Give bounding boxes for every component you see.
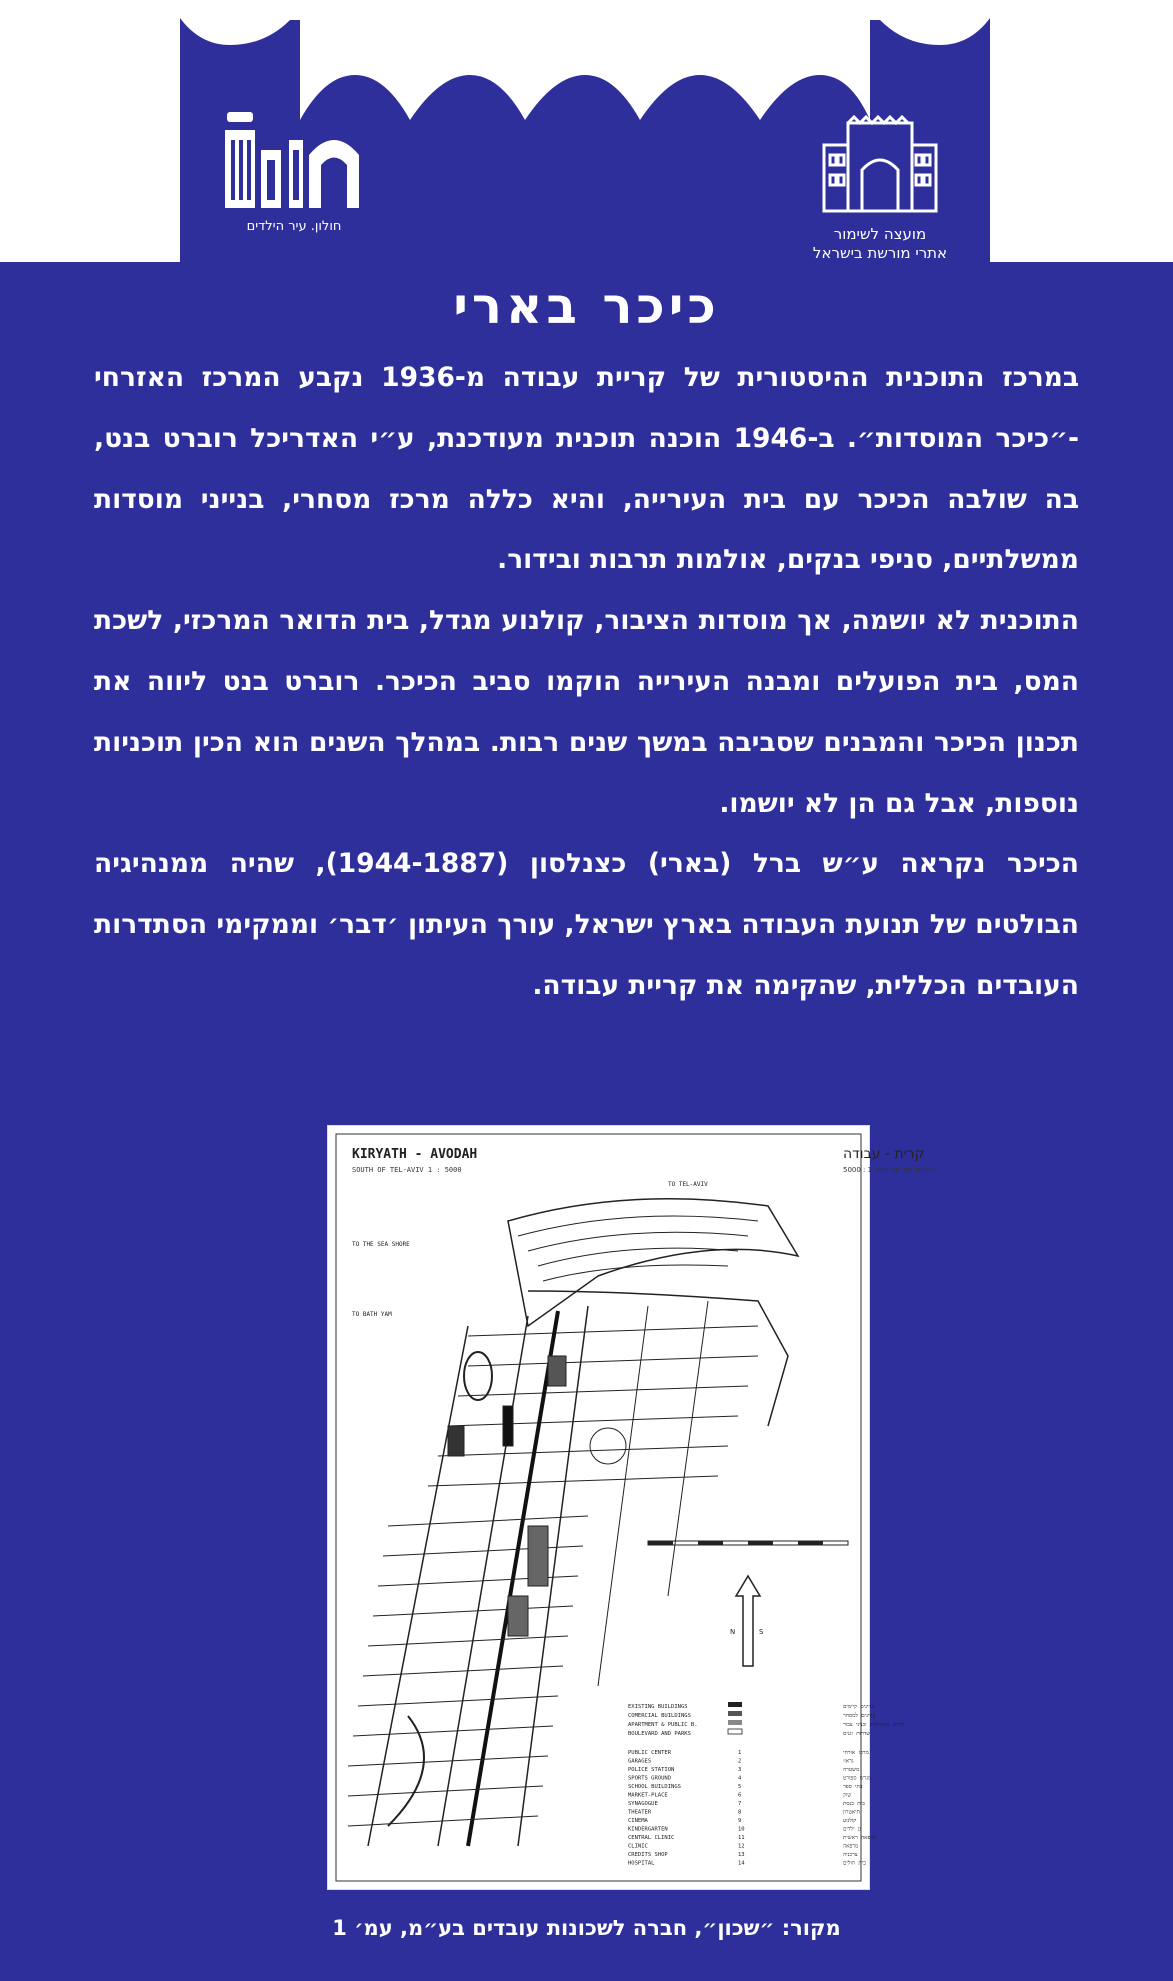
key-item-he: בתי ספר <box>843 1784 863 1790</box>
legend-item-apartment: APARTMENT & PUBLIC B. <box>628 1722 698 1728</box>
heritage-council-name-line1: מועצה לשימור <box>833 225 927 243</box>
key-item-number: 14 <box>738 1860 745 1867</box>
key-item-he: מרפאה <box>843 1843 859 1850</box>
key-item-number: 6 <box>738 1792 742 1799</box>
key-item-number: 7 <box>738 1801 742 1807</box>
source-credit: מקור: ״שכון״, חברה לשכונות עובדים בע״מ, עמ׳ 1 <box>332 1916 841 1940</box>
key-item-en: MARKET-PLACE <box>628 1792 668 1799</box>
map-label-sea-shore: TO THE SEA SHORE <box>352 1241 410 1248</box>
key-item-he: שוק <box>843 1792 852 1799</box>
key-item-en: HOSPITAL <box>628 1860 655 1867</box>
legend-item-boulevard-he: שדרות וגנים <box>843 1731 871 1737</box>
key-item-en: CLINIC <box>628 1843 648 1850</box>
paragraph-3 <box>94 834 1079 1016</box>
paragraph-2-text: התוכנית לא יושמה, אך מוסדות הציבור, קולנוע מגדל, בית הדואר המרכזי, לשכת המס, בית הפועלים ומבנה העירייה הוקמו סביב הכיכר. רוברט בנט ליווה את תכנון הכיכר והמבנים שסביבה במשך שנים רבות. במהלך השנים הוא הכין תוכניות נוספות, אבל גם הן לא יושמו. <box>94 605 1079 819</box>
key-item-he: צרכניה <box>843 1852 858 1858</box>
paragraph-3-text: הכיכר נקראה ע״ש ברל (בארי) כצנלסון (1944-1887), שהיה ממנהיגיה הבולטים של תנועת העבודה בארץ ישראל, עורך העיתון ׳דבר׳ וממקימי הסתדרות העובדים הכללית, שהקימה את קריית עבודה. <box>94 848 1080 1001</box>
map-title-he: קרית - עבודה <box>843 1146 925 1162</box>
heritage-council-logo <box>805 115 955 263</box>
legend-item-boulevard: BOULEVARD AND PARKS <box>628 1731 691 1737</box>
page-title: כיכר בארי <box>453 277 720 335</box>
key-item-number: 11 <box>738 1835 745 1841</box>
paragraph-2 <box>94 591 1079 834</box>
key-item-number: 5 <box>738 1784 742 1790</box>
key-item-he: תיאטרון <box>843 1809 860 1816</box>
map-title-en: KIRYATH - AVODAH <box>352 1147 478 1162</box>
paragraph-1-bold-term: קריית עבודה <box>502 362 667 393</box>
legend-item-commercial-he: בניינים למסחר <box>843 1713 876 1719</box>
heritage-council-name-line2: אתרי מורשת בישראל <box>812 244 948 262</box>
key-item-he: מרפאה ראשית <box>843 1835 877 1841</box>
key-item-en: GARAGES <box>628 1758 652 1765</box>
key-item-number: 3 <box>738 1767 742 1773</box>
map-label-tel-aviv: TO TEL-AVIV <box>668 1181 708 1188</box>
key-item-en: CENTRAL CLINIC <box>628 1835 675 1841</box>
key-item-en: CREDITS SHOP <box>628 1852 668 1858</box>
key-item-en: KINDERGARTEN <box>628 1826 668 1833</box>
key-item-number: 10 <box>738 1826 745 1833</box>
south-label: S <box>759 1628 764 1636</box>
key-item-he: מגרש ספורט <box>843 1775 872 1782</box>
key-item-en: POLICE STATION <box>628 1767 675 1773</box>
legend-item-commercial: COMERCIAL BUILDINGS <box>628 1713 691 1719</box>
key-item-number: 1 <box>738 1750 742 1756</box>
key-item-en: THEATER <box>628 1809 652 1816</box>
plan-drawing <box>328 1126 937 1889</box>
legend-item-existing-he: בניינים קיימים <box>843 1704 875 1710</box>
legend-item-apartment-he: בתים משותפים ובניני צבור <box>843 1722 904 1728</box>
key-item-number: 2 <box>738 1758 742 1765</box>
key-item-he: משטרה <box>843 1767 860 1773</box>
key-item-number: 8 <box>738 1809 742 1816</box>
map-subtitle-he: בדרומה של תל-אביב 1 : 5000 <box>843 1166 937 1174</box>
building-icon <box>820 115 940 215</box>
paragraph-1 <box>94 348 1079 591</box>
key-item-he: קולנוע <box>843 1818 857 1824</box>
key-item-en: PUBLIC CENTER <box>628 1750 672 1756</box>
body-text <box>94 348 1079 1017</box>
key-item-number: 4 <box>738 1775 742 1782</box>
north-label: N <box>730 1628 736 1636</box>
holon-logo-caption: חולון. עיר הילדים <box>246 219 342 234</box>
key-item-he: בית חולים <box>843 1860 866 1867</box>
holon-logo-icon <box>219 110 369 215</box>
header-crenellation <box>0 0 1173 270</box>
key-item-he: בית כנסת <box>843 1801 865 1807</box>
key-item-number: 9 <box>738 1818 742 1824</box>
legend-item-existing: EXISTING BUILDINGS <box>628 1704 688 1710</box>
key-item-en: SYNAGOGUE <box>628 1801 658 1807</box>
map-subtitle-en: SOUTH OF TEL-AVIV 1 : 5000 <box>352 1166 462 1174</box>
historic-plan-image <box>327 1125 937 1890</box>
key-item-en: SCHOOL BUILDINGS <box>628 1784 681 1790</box>
key-item-number: 12 <box>738 1843 745 1850</box>
map-label-bath-yam: TO BATH YAM <box>352 1311 392 1318</box>
key-item-he: גראז׳ <box>843 1758 854 1765</box>
paragraph-1-rest: מ-1936 נקבע המרכז האזרחי -״כיכר המוסדות״. ב-1946 הוכנה תוכנית מעודכנת, ע״י האדריכל רוברט בנט, בה שולבה הכיכר עם בית העירייה, והיא כללה מרכז מסחרי, בנייני מוסדות ממשלתיים, סניפי בנקים, אולמות תרבות ובידור. <box>94 362 1079 576</box>
key-item-he: גן ילדים <box>843 1826 862 1833</box>
key-item-he: מרכז אזרחי <box>843 1750 869 1756</box>
key-item-number: 13 <box>738 1852 745 1858</box>
key-item-en: SPORTS GROUND <box>628 1775 672 1782</box>
holon-logo <box>214 110 374 234</box>
key-item-en: CINEMA <box>628 1818 648 1824</box>
paragraph-1-start: במרכז התוכנית ההיסטורית של <box>666 362 1079 393</box>
